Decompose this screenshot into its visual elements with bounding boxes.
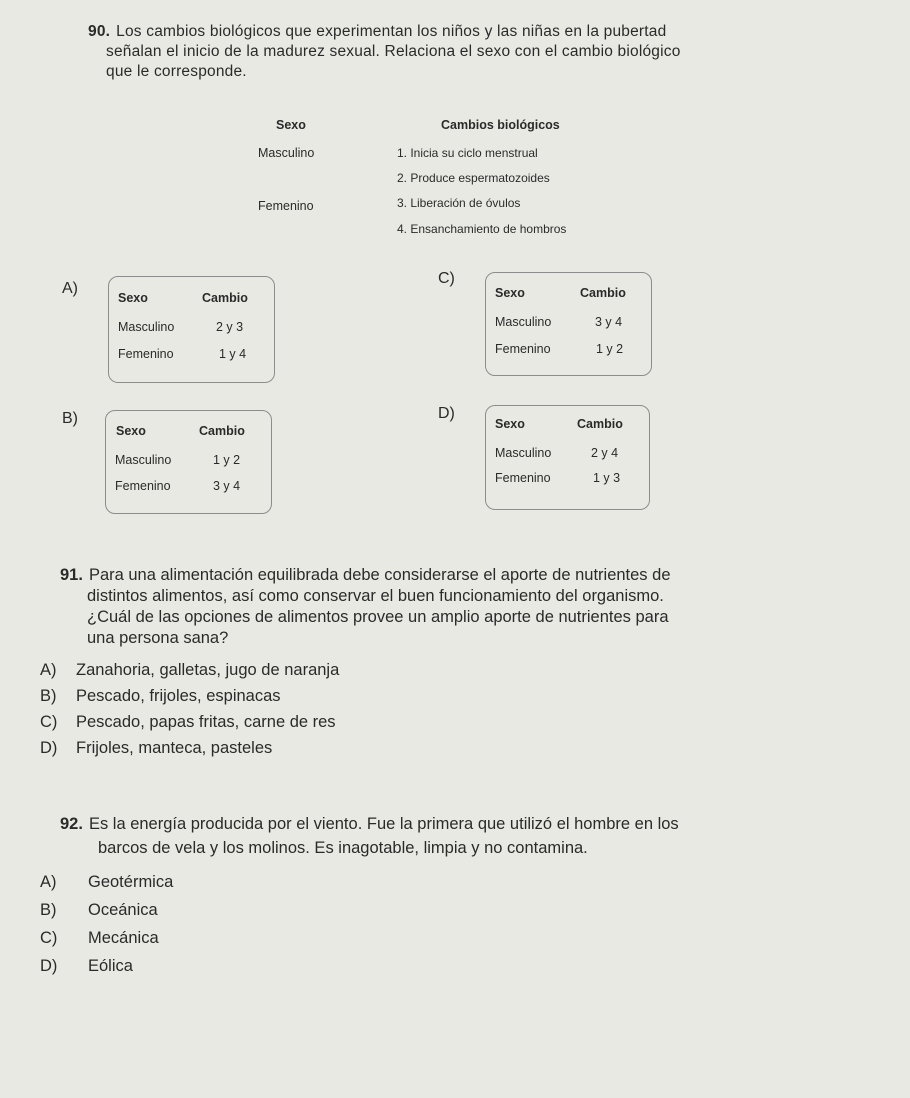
stem-line: una persona sana? (87, 629, 229, 647)
option-femenino: Femenino (115, 479, 171, 493)
option-d-table[interactable] (485, 405, 650, 510)
option-text: Zanahoria, galletas, jugo de naranja (76, 661, 340, 679)
option-text: Eólica (88, 957, 133, 975)
option-text: Mecánica (88, 929, 159, 947)
stem-line: barcos de vela y los molinos. Es inagotable, limpia y no contamina. (98, 839, 588, 857)
stem-line: Los cambios biológicos que experimentan los niños y las niñas en la pubertad (116, 23, 667, 40)
option-text: Pescado, frijoles, espinacas (76, 687, 281, 705)
option-a-letter[interactable]: A) (62, 280, 78, 297)
option-header-sexo: Sexo (495, 286, 525, 300)
option-c-table[interactable] (485, 272, 652, 376)
question-90-stem (88, 22, 888, 82)
question-91 (40, 565, 820, 761)
option-masculino: Masculino (495, 446, 552, 460)
option-femenino-value: 1 y 3 (593, 471, 621, 485)
option-letter: A) (40, 661, 57, 679)
option-b[interactable] (40, 683, 820, 709)
option-masculino-value: 2 y 4 (591, 446, 619, 460)
option-header-cambio: Cambio (199, 424, 245, 438)
option-femenino: Femenino (495, 471, 551, 485)
stem-line: Es la energía producida por el viento. Fue la primera que utilizó el hombre en los (88, 815, 679, 833)
sex-masculino: Masculino (258, 146, 315, 160)
option-masculino-value: 2 y 3 (216, 320, 244, 334)
option-masculino-value: 1 y 2 (213, 453, 241, 467)
option-header-sexo: Sexo (495, 417, 525, 431)
option-a[interactable] (40, 868, 840, 896)
option-text: Geotérmica (88, 873, 174, 891)
option-c[interactable] (40, 924, 840, 952)
column-header-sexo: Sexo (276, 118, 306, 132)
change-item: 2. Produce espermatozoides (397, 171, 550, 185)
change-item: 1. Inicia su ciclo menstrual (397, 146, 538, 160)
option-masculino-value: 3 y 4 (595, 315, 623, 329)
option-femenino-value: 1 y 4 (219, 347, 247, 361)
option-header-sexo: Sexo (116, 424, 146, 438)
question-number: 90. (88, 23, 111, 40)
option-text: Pescado, papas fritas, carne de res (76, 713, 336, 731)
options-list (40, 868, 840, 980)
option-letter: C) (40, 929, 58, 947)
option-header-sexo: Sexo (118, 291, 148, 305)
option-masculino: Masculino (495, 315, 552, 329)
option-masculino: Masculino (118, 320, 175, 334)
stem-line: que le corresponde. (106, 63, 247, 80)
option-text: Frijoles, manteca, pasteles (76, 739, 273, 757)
question-number: 91. (60, 566, 83, 584)
option-a-table[interactable] (108, 276, 275, 383)
option-a[interactable] (40, 657, 820, 683)
option-letter: D) (40, 739, 58, 757)
options-list (40, 657, 820, 761)
change-item: 4. Ensanchamiento de hombros (397, 222, 567, 236)
question-number: 92. (60, 815, 83, 833)
stem-line: señalan el inicio de la madurez sexual. Relaciona el sexo con el cambio biológico (106, 43, 681, 60)
option-text: Oceánica (88, 901, 158, 919)
option-femenino: Femenino (118, 347, 174, 361)
option-letter: D) (40, 957, 58, 975)
option-letter: C) (40, 713, 58, 731)
option-d[interactable] (40, 735, 820, 761)
option-header-cambio: Cambio (580, 286, 626, 300)
option-d-letter[interactable]: D) (438, 405, 455, 422)
option-femenino-value: 3 y 4 (213, 479, 241, 493)
stem-line: Para una alimentación equilibrada debe considerarse el aporte de nutrientes de (88, 566, 671, 584)
option-femenino-value: 1 y 2 (596, 342, 624, 356)
question-92 (40, 812, 840, 980)
option-d[interactable] (40, 952, 840, 980)
column-header-cambios: Cambios biológicos (441, 118, 560, 132)
sex-femenino: Femenino (258, 199, 314, 213)
option-femenino: Femenino (495, 342, 551, 356)
option-header-cambio: Cambio (202, 291, 248, 305)
option-c[interactable] (40, 709, 820, 735)
option-letter: A) (40, 873, 57, 891)
option-b-table[interactable] (105, 410, 272, 514)
stem-line: distintos alimentos, así como conservar el buen funcionamiento del organismo. (87, 587, 664, 605)
change-item: 3. Liberación de óvulos (397, 196, 521, 210)
option-c-letter[interactable]: C) (438, 270, 455, 287)
option-masculino: Masculino (115, 453, 172, 467)
option-letter: B) (40, 901, 57, 919)
option-header-cambio: Cambio (577, 417, 623, 431)
stem-line: ¿Cuál de las opciones de alimentos provee un amplio aporte de nutrientes para (87, 608, 669, 626)
option-letter: B) (40, 687, 57, 705)
option-b-letter[interactable]: B) (62, 410, 78, 427)
option-b[interactable] (40, 896, 840, 924)
